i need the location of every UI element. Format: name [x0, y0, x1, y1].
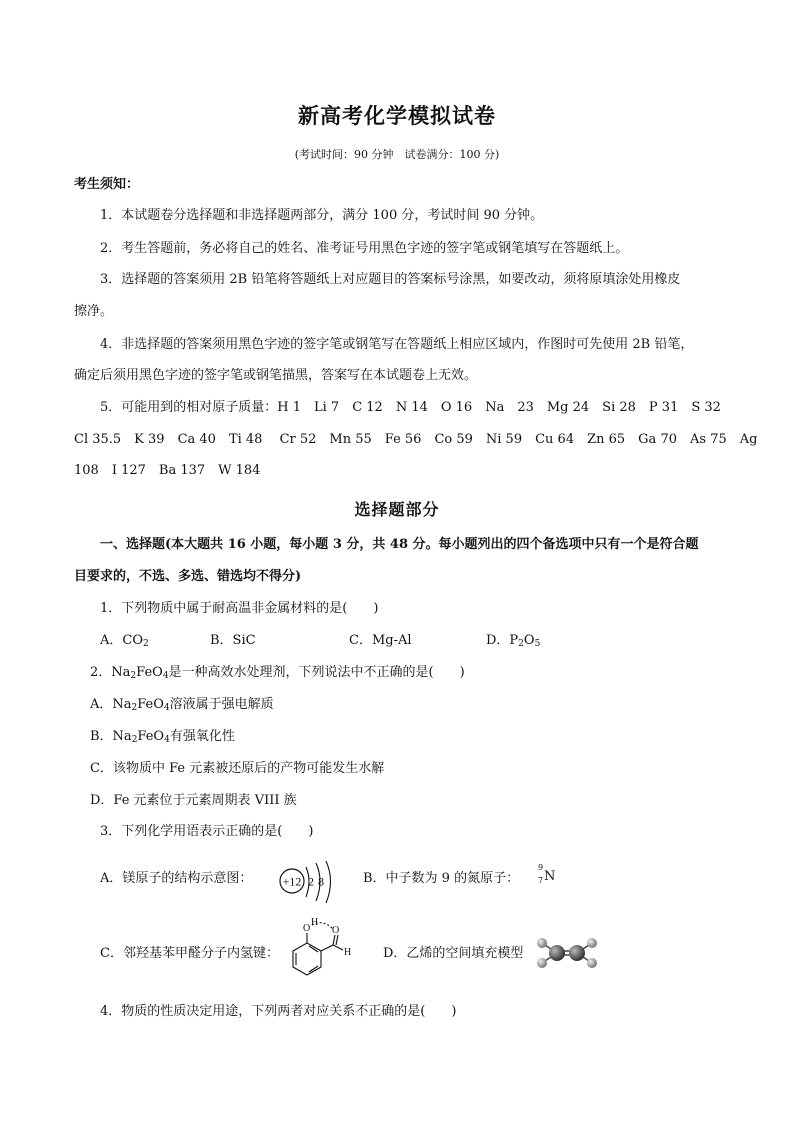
q2-option-a-text: 溶液属于强电解质 — [169, 697, 274, 712]
hydrogen-atom — [537, 958, 547, 968]
q2-option-b-text: 有强氧化性 — [169, 729, 235, 744]
nucleus-charge: +12 — [282, 874, 302, 889]
svg-text:O: O — [332, 925, 340, 936]
hydrogen-atom — [537, 938, 547, 948]
q1-option-a[interactable] — [100, 631, 149, 654]
notice-item: 5．可能用到的相对原子质量：H 1 Li 7 C 12 N 14 O 16 Na 23 Mg 24 Si 28 P 31 S 32 — [100, 400, 721, 415]
q2-option-a-text: A．Na — [90, 697, 132, 712]
electron-shell-3 — [326, 861, 331, 903]
subscript: 2 — [131, 703, 138, 713]
notice-item: Cl 35.5 K 39 Ca 40 Ti 48 Cr 52 Mn 55 Fe 56 Co 59 Ni 59 Cu 64 Zn 65 Ga 70 As 75 Ag — [74, 432, 758, 447]
section-intro-text: (本大题共 16 小题，每小题 3 分，共 48 分。每小题列出的四个备选项中只有一个是符合题 — [165, 537, 699, 552]
q2-option-b[interactable] — [90, 727, 235, 750]
carbon-atom — [569, 945, 585, 961]
q2-stem-text: FeO — [136, 665, 163, 680]
subscript: 5 — [534, 639, 541, 649]
section-intro — [100, 535, 699, 555]
subscript: 2 — [143, 639, 149, 649]
q3-option-c[interactable]: C．邻羟基苯甲醛分子内氢键： — [100, 946, 279, 961]
mass-number: 9 — [538, 863, 544, 872]
salicylaldehyde-hbond-structure — [283, 917, 363, 987]
q1-option-c[interactable]: C．Mg-Al — [349, 633, 412, 648]
exam-info: (考试时间：90 分钟 试卷满分：100 分) — [294, 148, 500, 161]
q2-option-b-text: FeO — [137, 729, 165, 744]
carbon-atom — [549, 945, 565, 961]
notice-item: 108 I 127 Ba 137 W 184 — [74, 463, 261, 478]
subscript: 2 — [131, 735, 138, 745]
question-2-stem — [90, 663, 465, 686]
subscript: 2 — [518, 639, 524, 649]
svg-text:O: O — [303, 923, 311, 934]
magnesium-atom-diagram — [278, 861, 338, 903]
q2-stem-text: 2．Na — [90, 665, 131, 680]
notice-item: 擦净。 — [74, 304, 114, 319]
section-intro-cont: 目要求的，不选、多选、错选均不得分) — [74, 569, 302, 584]
notice-item: 4．非选择题的答案须用黑色字迹的签字笔或钢笔写在答题纸上相应区域内，作图时可先使用 2B 铅笔， — [100, 337, 694, 352]
notice-item: 确定后须用黑色字迹的签字笔或钢笔描黑，答案写在本试题卷上无效。 — [74, 368, 478, 383]
q3-option-a[interactable]: A．镁原子的结构示意图： — [100, 871, 253, 886]
subscript: 4 — [163, 703, 170, 713]
shell-electron-count: 2 — [308, 874, 314, 889]
subscript: 2 — [130, 671, 137, 681]
q1-option-b[interactable]: B．SiC — [210, 633, 256, 648]
q2-option-c[interactable]: C．该物质中 Fe 元素被还原后的产物可能发生水解 — [90, 761, 385, 776]
q2-stem-text: 是一种高效水处理剂，下列说法中不正确的是( ) — [168, 665, 465, 680]
section-intro-bold: 一、选择题 — [100, 537, 166, 552]
q2-option-d[interactable]: D．Fe 元素位于元素周期表 VIII 族 — [90, 793, 297, 808]
q1-option-d-text: O — [523, 633, 535, 648]
notice-heading: 考生须知： — [74, 177, 140, 192]
svg-text:H: H — [344, 947, 352, 958]
svg-text:H: H — [311, 917, 319, 928]
notice-item: 3．选择题的答案须用 2B 铅笔将答题纸上对应题目的答案标号涂黑，如要改动，须将原填涂处用橡皮 — [100, 272, 681, 287]
ethylene-space-filling-model — [532, 935, 602, 975]
atomic-number: 7 — [538, 876, 544, 885]
element-symbol: N — [544, 869, 556, 884]
benzene-ring — [293, 943, 321, 975]
question-4-stem: 4．物质的性质决定用途，下列两者对应关系不正确的是( ) — [100, 1004, 457, 1019]
hydrogen-atom — [587, 938, 597, 948]
q2-option-a-text: FeO — [137, 697, 164, 712]
section-title: 选择题部分 — [354, 500, 440, 519]
subscript: 4 — [162, 671, 169, 681]
shell-electron-count: 8 — [318, 874, 324, 889]
q1-option-a-text: A．CO — [100, 633, 143, 648]
ring-cho-bond — [321, 945, 333, 951]
notice-item: 2．考生答题前，务必将自己的姓名、准考证号用黑色字迹的签字笔或钢笔填写在答题纸上。 — [100, 241, 629, 256]
question-1-stem: 1．下列物质中属于耐高温非金属材料的是( ) — [100, 601, 379, 616]
hydrogen-atom — [587, 958, 597, 968]
q2-option-b-text: B．Na — [90, 729, 132, 744]
q3-option-b[interactable]: B．中子数为 9 的氮原子： — [363, 871, 520, 886]
q3-option-d[interactable]: D．乙烯的空间填充模型 — [383, 946, 524, 961]
subscript: 4 — [164, 735, 170, 745]
notice-item: 1．本试题卷分选择题和非选择题两部分，满分 100 分，考试时间 90 分钟。 — [100, 208, 544, 223]
question-3-stem: 3．下列化学用语表示正确的是( ) — [100, 824, 314, 839]
q1-option-d[interactable] — [486, 631, 540, 654]
q2-option-a[interactable] — [90, 695, 274, 718]
page-title: 新高考化学模拟试卷 — [298, 103, 496, 128]
q1-option-d-text: D．P — [486, 633, 519, 648]
